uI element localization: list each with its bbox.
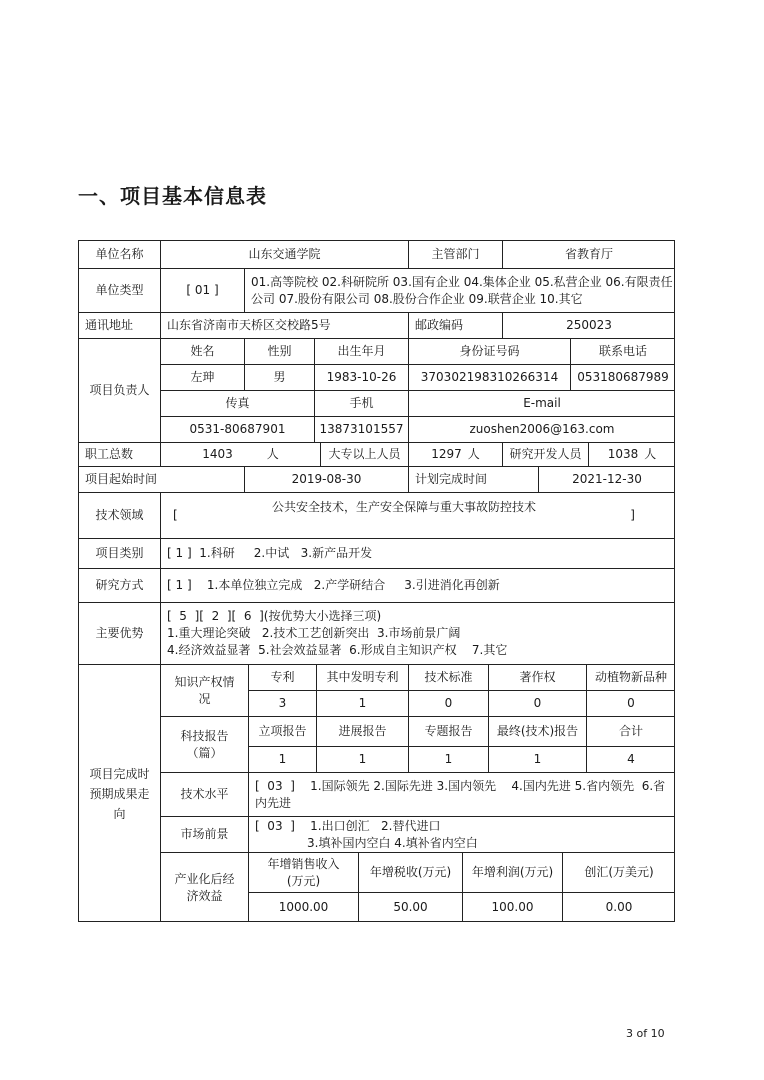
- unit-type-label: 单位类型: [78, 268, 160, 312]
- tech-field-label: 技术领域: [78, 492, 160, 538]
- ip-value-patent: 3: [248, 690, 316, 716]
- email-value: zuoshen2006@163.com: [408, 416, 675, 442]
- unit-name-value: 山东交通学院: [160, 240, 408, 268]
- unit-name-label: 单位名称: [78, 240, 160, 268]
- econ-header-tax: 年增税收(万元): [358, 852, 462, 892]
- category-value: [ 1 ] 1.科研 2.中试 3.新产品开发: [160, 538, 675, 568]
- ip-value-invention: 1: [316, 690, 408, 716]
- rd-staff-value: [588, 442, 675, 466]
- tech-field-value: [160, 492, 675, 538]
- leader-name-header: 姓名: [160, 338, 244, 364]
- email-header: E-mail: [408, 390, 675, 416]
- leader-id-header: 身份证号码: [408, 338, 570, 364]
- outcome-label: 项目完成时预期成果走向: [78, 664, 160, 922]
- method-value: [ 1 ] 1.本单位独立完成 2.产学研结合 3.引进消化再创新: [160, 568, 675, 602]
- end-time-value: 2021-12-30: [538, 466, 675, 492]
- staff-total-label: 职工总数: [78, 442, 160, 466]
- ip-value-plant: 0: [586, 690, 675, 716]
- market-selection: [ 03 ] 1.出口创汇 2.替代进口: [255, 818, 441, 833]
- ip-header-standard: 技术标准: [408, 664, 488, 690]
- market-value: [248, 816, 675, 852]
- ip-value-standard: 0: [408, 690, 488, 716]
- fax-value: 0531-80687901: [160, 416, 314, 442]
- leader-phone-header: 联系电话: [570, 338, 675, 364]
- page-number: 3 of 10: [626, 1027, 665, 1040]
- rd-staff-label: 研究开发人员: [502, 442, 588, 466]
- ip-header-copyright: 著作权: [488, 664, 586, 690]
- college-staff-value: [408, 442, 502, 466]
- leader-name: 左珅: [160, 364, 244, 390]
- method-label: 研究方式: [78, 568, 160, 602]
- rd-staff-unit: 人: [644, 447, 657, 461]
- rd-staff-number: 1038: [607, 447, 639, 461]
- econ-header-forex: 创汇(万美元): [562, 852, 675, 892]
- report-header-proposal: 立项报告: [248, 716, 316, 746]
- page-title: 一、项目基本信息表: [78, 184, 267, 208]
- start-time-value: 2019-08-30: [244, 466, 408, 492]
- econ-value-forex: 0.00: [562, 892, 675, 922]
- market-label: 市场前景: [160, 816, 248, 852]
- postcode-value: 250023: [502, 312, 675, 338]
- leader-gender-header: 性别: [244, 338, 314, 364]
- mobile-value: 13873101557: [314, 416, 408, 442]
- dept-value: 省教育厅: [502, 240, 675, 268]
- econ-value-sales: 1000.00: [248, 892, 358, 922]
- dept-label: 主管部门: [408, 240, 502, 268]
- leader-id: 370302198310266314: [408, 364, 570, 390]
- start-time-label-text: 项目起始时间: [85, 472, 158, 486]
- college-staff-unit: 人: [467, 447, 480, 461]
- address-label: 通讯地址: [78, 312, 160, 338]
- category-label: 项目类别: [78, 538, 160, 568]
- college-staff-label: 大专以上人员: [320, 442, 408, 466]
- report-value-total: 4: [586, 746, 675, 772]
- ip-label: 知识产权情况: [160, 664, 248, 716]
- report-header-progress: 进展报告: [316, 716, 408, 746]
- start-time-label: [78, 466, 244, 492]
- staff-total-value: [160, 442, 320, 466]
- econ-header-profit: 年增利润(万元): [462, 852, 562, 892]
- report-value-progress: 1: [316, 746, 408, 772]
- market-options: 3.填补国内空白 4.填补省内空白: [307, 835, 478, 850]
- leader-birth-header: 出生年月: [314, 338, 408, 364]
- report-value-special: 1: [408, 746, 488, 772]
- report-value-final: 1: [488, 746, 586, 772]
- econ-header-sales: 年增销售收入(万元): [248, 852, 358, 892]
- advantage-selection: [ 5 ][ 2 ][ 6 ](按优势大小选择三项): [167, 609, 382, 623]
- ip-header-invention: 其中发明专利: [316, 664, 408, 690]
- tech-level-value: [ 03 ] 1.国际领先 2.国际先进 3.国内领先 4.国内先进 5.省内领先 6.省内先进: [248, 772, 675, 816]
- report-header-total: 合计: [586, 716, 675, 746]
- tech-close-bracket: ]: [630, 508, 635, 522]
- advantage-options-2: 4.经济效益显著 5.社会效益显著 6.形成自主知识产权 7.其它: [167, 643, 508, 657]
- postcode-label: 邮政编码: [408, 312, 502, 338]
- leader-gender: 男: [244, 364, 314, 390]
- report-header-special: 专题报告: [408, 716, 488, 746]
- report-label: 科技报告（篇）: [160, 716, 248, 772]
- end-time-label: 计划完成时间: [408, 466, 538, 492]
- fax-header: 传真: [160, 390, 314, 416]
- advantage-value: [160, 602, 675, 664]
- ip-header-plant: 动植物新品种: [586, 664, 675, 690]
- leader-birth: 1983-10-26: [314, 364, 408, 390]
- unit-type-options: 01.高等院校 02.科研院所 03.国有企业 04.集体企业 05.私营企业 06.有限责任公司 07.股份有限公司 08.股份合作企业 09.联营企业 10.其它: [244, 268, 675, 312]
- unit-type-code: [ 01 ]: [160, 268, 244, 312]
- tech-open-bracket: [: [173, 508, 178, 522]
- leader-label: 项目负责人: [78, 338, 160, 442]
- staff-total-unit: 人: [266, 447, 279, 461]
- tech-field-text: 公共安全技术，生产安全保障与重大事故防控技术: [271, 500, 536, 514]
- econ-value-profit: 100.00: [462, 892, 562, 922]
- tech-level-label: 技术水平: [160, 772, 248, 816]
- econ-label: 产业化后经济效益: [160, 852, 248, 922]
- ip-value-copyright: 0: [488, 690, 586, 716]
- mobile-header: 手机: [314, 390, 408, 416]
- address-value: 山东省济南市天桥区交校路5号: [160, 312, 408, 338]
- leader-phone: 053180687989: [570, 364, 675, 390]
- staff-total-number: 1403: [202, 447, 233, 461]
- ip-header-patent: 专利: [248, 664, 316, 690]
- college-staff-number: 1297: [431, 447, 462, 461]
- advantage-options-1: 1.重大理论突破 2.技术工艺创新突出 3.市场前景广阔: [167, 626, 461, 640]
- report-value-proposal: 1: [248, 746, 316, 772]
- econ-value-tax: 50.00: [358, 892, 462, 922]
- advantage-label: 主要优势: [78, 602, 160, 664]
- report-header-final: 最终(技术)报告: [488, 716, 586, 746]
